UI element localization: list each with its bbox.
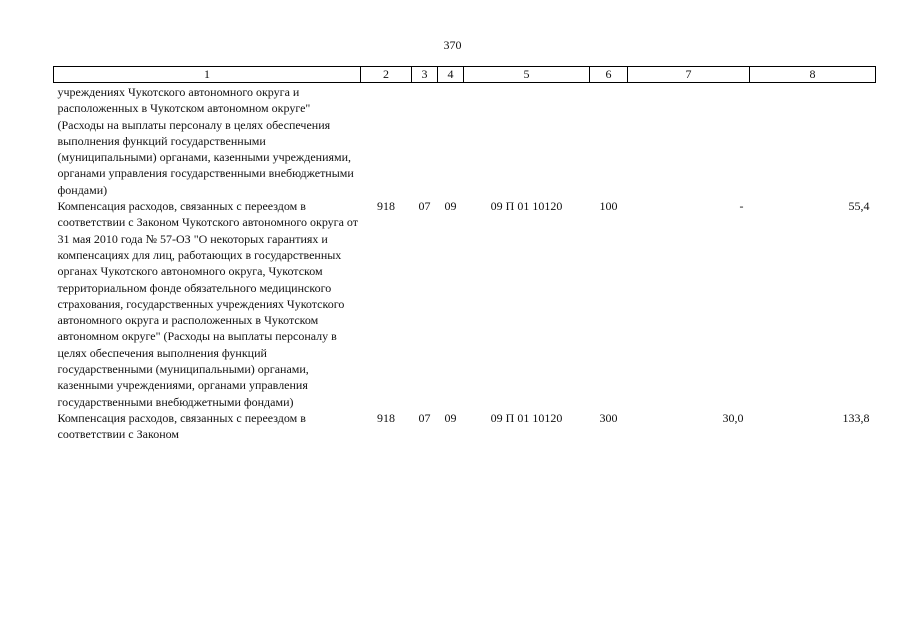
column-header: 6 bbox=[590, 67, 628, 83]
row-target-article: 09 П 01 10120 bbox=[490, 199, 563, 214]
row-ministry bbox=[361, 83, 412, 199]
row-section bbox=[412, 83, 438, 199]
row-section: 07 bbox=[418, 410, 431, 425]
column-header: 5 bbox=[464, 67, 590, 83]
column-number-row bbox=[54, 67, 876, 83]
row-expense-type: 100 bbox=[599, 199, 618, 214]
page-number: 370 bbox=[443, 38, 462, 52]
row-target-article: 09 П 01 10120 bbox=[490, 410, 563, 425]
column-header: 1 bbox=[54, 67, 361, 83]
row-sum-1: - bbox=[739, 199, 744, 214]
row-ministry: 918 bbox=[377, 199, 395, 214]
column-header: 4 bbox=[438, 67, 464, 83]
row-sum-2: 133,8 bbox=[842, 410, 870, 425]
row-subsection: 09 bbox=[444, 199, 457, 214]
row-expense-type: 300 bbox=[599, 410, 618, 425]
row-sum-1: 30,0 bbox=[722, 410, 744, 425]
row-expense-type bbox=[590, 83, 628, 199]
row-description: Компенсация расходов, связанных с переездом в соответствии с Законом Чукотского автономного округа от 31 мая 2010 года № 57-ОЗ "О некоторых гарантиях и компенсациях для лиц, работающих в государственных органах Чукотского автономного округа, Чукотском территориальном фонде обязательного медицинского страхования, государственных учреждениях Чукотского автономного округа и расположенных в Чукотском автономном округе" (Расходы на выплаты персоналу в целях обеспечения выполнения функций государственными (муниципальными) органами, казенными учреждениями, органами управления государственными внебюджетными фондами) bbox=[57, 199, 359, 409]
table-row bbox=[54, 83, 876, 199]
column-header: 7 bbox=[628, 67, 750, 83]
column-header: 3 bbox=[412, 67, 438, 83]
row-sum-1 bbox=[628, 83, 750, 199]
row-subsection: 09 bbox=[444, 410, 457, 425]
row-ministry: 918 bbox=[377, 410, 395, 425]
column-header: 8 bbox=[750, 67, 876, 83]
row-section: 07 bbox=[418, 199, 431, 214]
table-row bbox=[54, 410, 876, 443]
row-description: Компенсация расходов, связанных с переездом в соответствии с Законом bbox=[57, 410, 306, 442]
row-sum-2 bbox=[750, 83, 876, 199]
row-target-article bbox=[464, 83, 590, 199]
table-row bbox=[54, 198, 876, 410]
row-sum-2: 55,4 bbox=[848, 199, 870, 214]
row-subsection bbox=[438, 83, 464, 199]
row-description: учреждениях Чукотского автономного округа и расположенных в Чукотском автономном округе" (Расходы на выплаты персоналу в целях обеспечения выполнения функций государственными (муниципальными) органами, казенными учреждениями, органами управления государственными внебюджетными фондами) bbox=[57, 85, 354, 197]
column-header: 2 bbox=[361, 67, 412, 83]
budget-table bbox=[53, 66, 876, 443]
